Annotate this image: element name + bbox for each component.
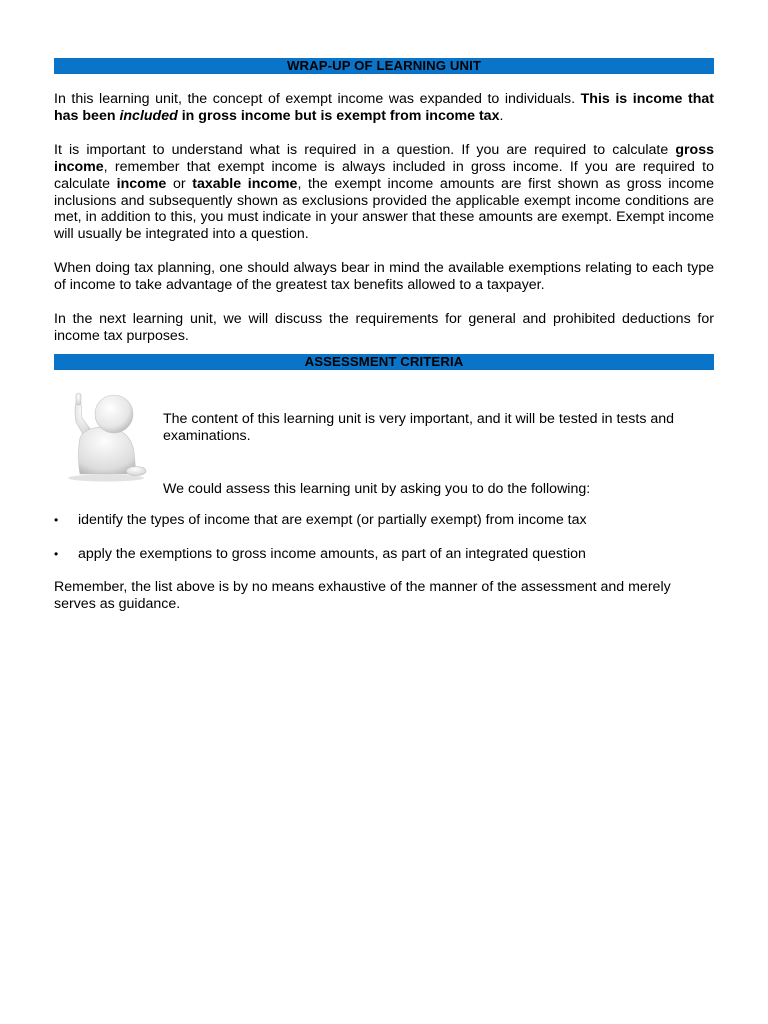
wrapup-paragraph-1: [54, 91, 714, 125]
assessment-heading: ASSESSMENT CRITERIA: [54, 354, 714, 370]
p1-bold: This is income that has been: [54, 91, 714, 124]
list-item-text: identify the types of income that are exempt (or partially exempt) from income tax: [78, 511, 587, 528]
p1-bold-end: in gross income but is exempt from income tax: [177, 107, 500, 124]
p1-text: In this learning unit, the concept of exempt income was expanded to individuals.: [54, 91, 581, 107]
remember-paragraph: Remember, the list above is by no means exhaustive of the manner of the assessment and merely serves as guidance.: [54, 578, 671, 612]
p2-text-g: , the exempt income amounts are first shown as gross income inclusions and subsequently shown as exclusions provided the applicable exempt income conditions are met, in addition to this, you must indicate in your answer that these amounts are exempt. Exempt income will usually be integrated into a question.: [54, 175, 714, 243]
p2-bold-income: income: [116, 175, 167, 192]
wrapup-paragraph-4: In the next learning unit, we will discuss the requirements for general and prohibited deductions for income tax purposes.: [54, 311, 714, 344]
assessment-criteria-list: [54, 512, 714, 563]
assessment-intro-text: The content of this learning unit is very important, and it will be tested in tests and examinations.: [163, 410, 675, 444]
assessment-lead-text: We could assess this learning unit by asking you to do the following:: [163, 480, 591, 497]
list-item: [54, 512, 714, 529]
assessment-intro-block: [54, 378, 714, 500]
p1-period: .: [499, 107, 504, 124]
p1-italic: included: [119, 107, 178, 124]
p2-text-c: , remember that exempt income is always included in gross income. If you are required to calculate: [54, 158, 714, 192]
document-page: [54, 58, 714, 613]
p2-bold-gross: gross income: [54, 141, 714, 175]
p2-bold-taxable: taxable income: [192, 175, 298, 192]
wrapup-paragraph-2: [54, 142, 714, 243]
wrapup-heading: WRAP-UP OF LEARNING UNIT: [54, 58, 714, 74]
thinking-person-icon: [58, 392, 150, 484]
list-item: [54, 546, 714, 563]
p2-text-or: or: [166, 175, 193, 192]
list-item-text: apply the exemptions to gross income amounts, as part of an integrated question: [78, 545, 586, 562]
wrapup-paragraph-3: When doing tax planning, one should always bear in mind the available exemptions relating to each type of income to take advantage of the greatest tax benefits allowed to a taxpayer.: [54, 260, 714, 294]
p2-text-a: It is important to understand what is required in a question. If you are required to calculate: [54, 141, 676, 158]
bullet-icon: •: [54, 512, 59, 527]
bullet-icon: •: [54, 546, 59, 561]
